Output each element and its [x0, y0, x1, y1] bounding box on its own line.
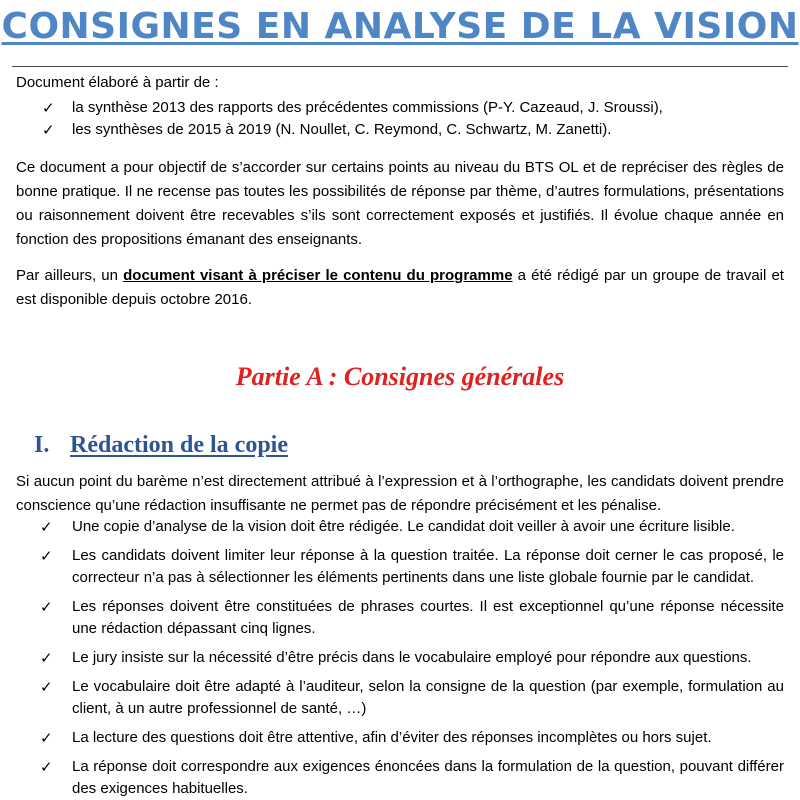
instruction-item	[40, 647, 784, 669]
instructions-list	[40, 516, 784, 800]
instruction-item	[40, 676, 784, 720]
instruction-text: Le jury insiste sur la nécessité d’être précis dans le vocabulaire employé pour répondre aux questions.	[72, 649, 752, 666]
check-icon: ✓	[40, 678, 53, 696]
instruction-text: La lecture des questions doit être attentive, afin d’éviter des réponses incomplètes ou hors sujet.	[72, 729, 712, 746]
part-title: Partie A : Consignes générales	[235, 362, 565, 391]
instruction-item	[40, 516, 784, 538]
instruction-text: Le vocabulaire doit être adapté à l’auditeur, selon la consigne de la question (par exemple, formulation au client, à un autre professionnel de santé, …)	[72, 678, 784, 717]
instruction-text: Les réponses doivent être constituées de phrases courtes. Il est exceptionnel qu’une réponse nécessite une rédaction dépassant cinq lignes.	[72, 598, 784, 637]
program-document-link[interactable]: document visant à préciser le contenu du programme	[123, 267, 513, 284]
section-heading	[34, 432, 288, 459]
check-icon: ✓	[40, 547, 53, 565]
program-paragraph	[16, 264, 784, 312]
program-paragraph-before: Par ailleurs, un	[16, 267, 124, 284]
check-icon: ✓	[40, 758, 53, 776]
instruction-text: Une copie d’analyse de la vision doit être rédigée. Le candidat doit veiller à avoir une écriture lisible.	[72, 518, 735, 535]
check-icon: ✓	[40, 649, 53, 667]
check-icon: ✓	[40, 598, 53, 616]
instruction-item	[40, 756, 784, 800]
intro-text: Document élaboré à partir de :	[16, 74, 219, 91]
section-title: Rédaction de la copie	[70, 432, 288, 458]
instruction-text: La réponse doit correspondre aux exigences énoncées dans la formulation de la question, pouvant différer des exigences habituelles.	[72, 758, 784, 797]
source-text: la synthèse 2013 des rapports des précédentes commissions (P-Y. Cazeaud, J. Sroussi),	[72, 99, 663, 116]
sources-list	[42, 97, 663, 141]
objective-paragraph: Ce document a pour objectif de s’accorder sur certains points au niveau du BTS OL et de repréciser des règles de bonne pratique. Il ne recense pas toutes les possibilités de réponse par thème, d’autres formulations, présentations ou raisonnement doivent être recevables s’ils sont correctement exposés et justifiés. Il évolue chaque année en fonction des propositions émanant des enseignants.	[16, 159, 784, 248]
check-icon: ✓	[40, 518, 53, 536]
program-paragraph-after: a été rédigé par un groupe de travail et est disponible depuis octobre 2016.	[16, 267, 784, 308]
source-text: les synthèses de 2015 à 2019 (N. Noullet, C. Reymond, C. Schwartz, M. Zanetti).	[72, 121, 612, 138]
instruction-text: Les candidats doivent limiter leur réponse à la question traitée. La réponse doit cerner le cas proposé, le correcteur n’a pas à sélectionner les éléments pertinents dans une liste globale fournie par le candidat.	[72, 547, 784, 586]
check-icon: ✓	[40, 729, 53, 747]
instruction-item	[40, 545, 784, 589]
instruction-item	[40, 727, 784, 749]
check-icon: ✓	[42, 121, 55, 139]
section-number: I.	[34, 432, 50, 458]
document-title: CONSIGNES EN ANALYSE DE LA VISION	[1, 6, 799, 47]
title-divider	[12, 66, 788, 67]
section-intro-paragraph: Si aucun point du barème n’est directement attribué à l’expression et à l’orthographe, les candidats doivent prendre conscience qu’une rédaction insuffisante ne permet pas de répondre précisément et les pénalise.	[16, 473, 784, 514]
check-icon: ✓	[42, 99, 55, 117]
instruction-item	[40, 596, 784, 640]
source-item	[42, 97, 663, 119]
source-item	[42, 119, 663, 141]
